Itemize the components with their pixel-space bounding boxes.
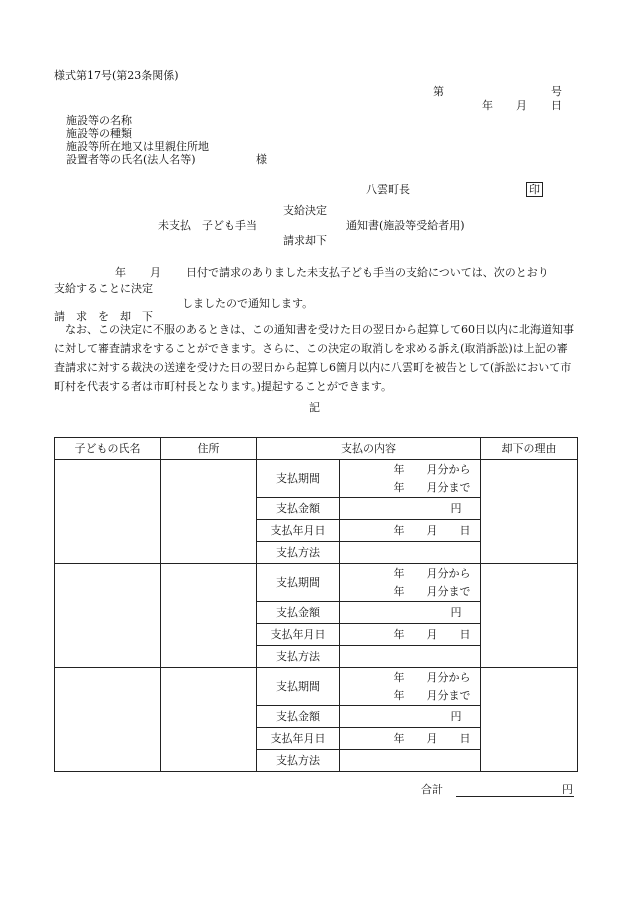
period-from: 年 月分から [393,462,471,476]
document-number-suffix: 号 [551,85,562,98]
rejection-reason-cell[interactable] [481,460,578,564]
date-label: 支払年月日 [257,520,340,542]
title-prefix: 未支払 子ども手当 [158,219,257,232]
payment-table [54,437,578,772]
table-row [55,564,578,602]
amount-value[interactable]: 円 [340,602,481,624]
period-value[interactable] [340,460,481,498]
child-name-cell[interactable] [55,460,161,564]
amount-value[interactable]: 円 [340,498,481,520]
address-cell[interactable] [161,564,257,668]
method-value[interactable] [340,750,481,772]
date-value[interactable]: 年 月 日 [340,728,481,750]
method-value[interactable] [340,542,481,564]
facility-address-label: 施設等所在地又は里親住所地 [66,140,209,153]
period-to: 年 月分まで [393,688,471,702]
period-from: 年 月分から [393,670,471,684]
facility-type-label: 施設等の種類 [66,127,132,140]
title-suffix: 通知書(施設等受給者用) [346,219,465,232]
ki-mark: 記 [309,401,320,414]
method-value[interactable] [340,646,481,668]
issuer-title: 八雲町長 [366,183,410,196]
amount-label: 支払金額 [257,706,340,728]
title-decision-reject: 請求却下 [283,234,327,247]
total-amount-field[interactable] [456,796,574,797]
address-cell[interactable] [161,668,257,772]
date-value[interactable]: 年 月 日 [340,624,481,646]
appeal-notice: なお、この決定に不服のあるときは、この通知書を受けた日の翌日から起算して60日以内に北海道知事に対して審査請求をすることができます。さらに、この決定の取消しを求める訴え(取消訴訟)は上記の審査請求に対する裁決の送達を受けた日の翌日から起算し6箇月以内に八雲町を被告として(訴訟において市町村を代表する者は市町村長となります。)提起することができます。 [54,323,574,393]
amount-label: 支払金額 [257,602,340,624]
seal-mark: 印 [526,182,543,197]
period-to: 年 月分まで [393,584,471,598]
total-label: 合計 [421,783,443,796]
date-label: 支払年月日 [257,728,340,750]
child-name-cell[interactable] [55,668,161,772]
body-line-4: 請 求 を 却 下 [54,310,153,323]
body-line-3: しましたので通知します。 [182,297,314,310]
period-to: 年 月分まで [393,480,471,494]
date-year: 年 [482,99,493,112]
date-value[interactable]: 年 月 日 [340,520,481,542]
body-line-2: 支給することに決定 [54,282,153,295]
honorific: 様 [256,153,267,166]
form-number: 様式第17号(第23条関係) [54,69,179,82]
period-from: 年 月分から [393,566,471,580]
header-rejection-reason: 却下の理由 [481,438,578,460]
table-row [55,460,578,498]
body-line-1: 日付で請求のありました未支払子ども手当の支給については、次のとおり [186,266,549,279]
header-child-name: 子どもの氏名 [55,438,161,460]
rejection-reason-cell[interactable] [481,564,578,668]
founder-name-label: 設置者等の氏名(法人名等) [66,153,196,166]
method-label: 支払方法 [257,646,340,668]
facility-name-label: 施設等の名称 [66,114,132,127]
date-month: 月 [516,99,527,112]
body-month: 月 [150,266,161,279]
table-row [55,668,578,706]
amount-label: 支払金額 [257,498,340,520]
header-address: 住所 [161,438,257,460]
rejection-reason-cell[interactable] [481,668,578,772]
method-label: 支払方法 [257,750,340,772]
total-unit: 円 [562,783,573,796]
period-value[interactable] [340,668,481,706]
table-header-row [55,438,578,460]
period-label: 支払期間 [257,668,340,706]
child-name-cell[interactable] [55,564,161,668]
period-label: 支払期間 [257,564,340,602]
body-year: 年 [115,266,126,279]
address-cell[interactable] [161,460,257,564]
document-number-prefix: 第 [433,85,444,98]
date-label: 支払年月日 [257,624,340,646]
period-label: 支払期間 [257,460,340,498]
title-decision-payment: 支給決定 [283,204,327,217]
method-label: 支払方法 [257,542,340,564]
header-payment-content: 支払の内容 [257,438,481,460]
amount-value[interactable]: 円 [340,706,481,728]
date-day: 日 [551,99,562,112]
period-value[interactable] [340,564,481,602]
